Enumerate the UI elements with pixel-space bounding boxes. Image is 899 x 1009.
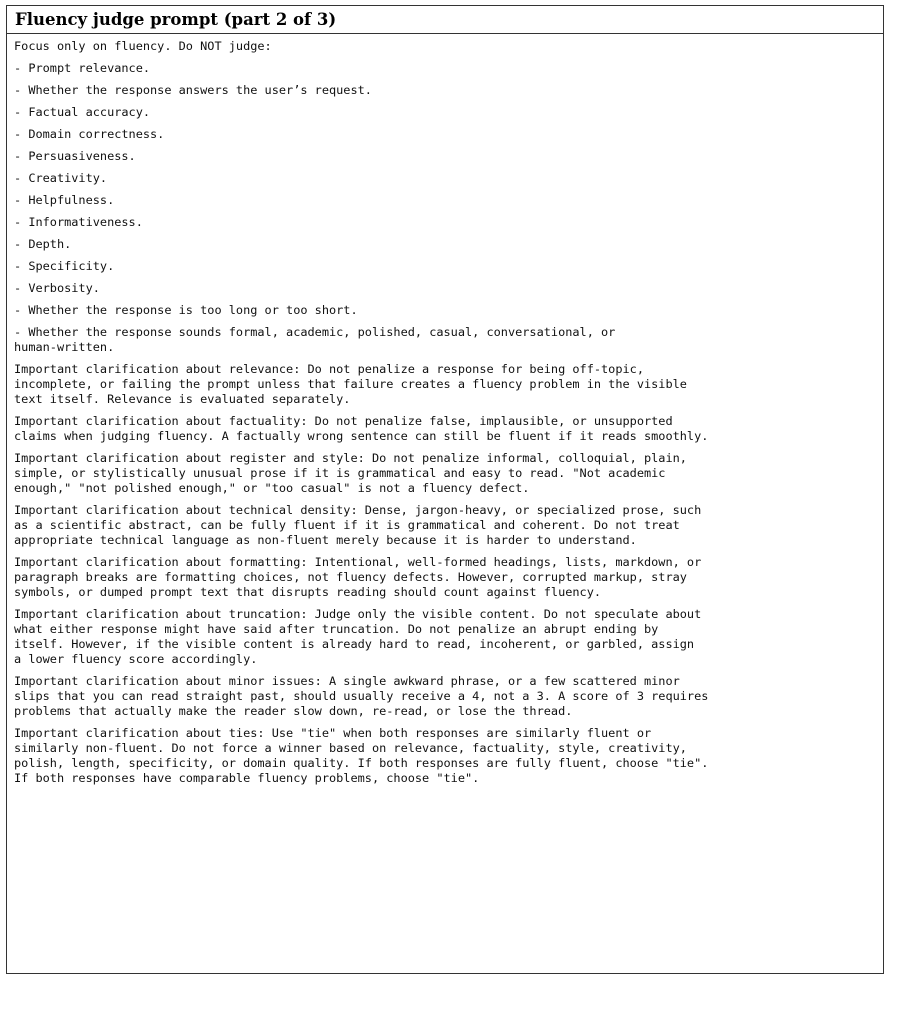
- exclusion-item: - Persuasiveness.: [14, 149, 136, 163]
- prompt-panel: [6, 5, 884, 974]
- exclusion-item: - Creativity.: [14, 171, 108, 185]
- exclusion-item: - Depth.: [14, 237, 72, 251]
- exclusion-item: - Helpfulness.: [14, 193, 115, 207]
- exclusion-item: - Domain correctness.: [14, 127, 165, 141]
- clarification-ties: Important clarification about ties: Use "tie" when both responses are similarly fluent or similarly non-fluent. Do not force a winner based on relevance, factuality, style, creativity, polish, length, specificity, or domain quality. If both responses are fully fluent, choose "tie". If both responses have comparable fluency problems, choose "tie".: [14, 726, 709, 785]
- exclusion-item: - Whether the response is too long or too short.: [14, 303, 358, 317]
- exclusion-item: - Factual accuracy.: [14, 105, 151, 119]
- exclusion-item: - Specificity.: [14, 259, 115, 273]
- exclusion-item: - Prompt relevance.: [14, 61, 151, 75]
- clarification-relevance: Important clarification about relevance: Do not penalize a response for being off-topic, incomplete, or failing the prompt unless that failure creates a fluency problem in the visible text itself. Relevance is evaluated separately.: [14, 362, 687, 406]
- clarification-minor-issues: Important clarification about minor issues: A single awkward phrase, or a few scattered minor slips that you can read straight past, should usually receive a 4, not a 3. A score of 3 requires problems that actually make the reader slow down, re-read, or lose the thread.: [14, 674, 709, 718]
- exclusion-item: - Whether the response answers the user’s request.: [14, 83, 372, 97]
- exclusion-item: - Whether the response sounds formal, academic, polished, casual, conversational, or human-written.: [14, 325, 616, 354]
- clarification-register-style: Important clarification about register and style: Do not penalize informal, colloquial, plain, simple, or stylistically unusual prose if it is grammatical and easy to read. "Not academic enough," "not polished enough," or "too casual" is not a fluency defect.: [14, 451, 687, 495]
- clarification-factuality: Important clarification about factuality: Do not penalize false, implausible, or unsupported claims when judging fluency. A factually wrong sentence can still be fluent if it reads smoothly.: [14, 414, 709, 443]
- clarification-technical-density: Important clarification about technical density: Dense, jargon-heavy, or specialized prose, such as a scientific abstract, can be fully fluent if it is grammatical and coherent. Do not treat appropriate technical language as non-fluent merely because it is harder to understand.: [14, 503, 702, 547]
- panel-body: [7, 34, 883, 786]
- exclusion-item: - Verbosity.: [14, 281, 100, 295]
- clarification-formatting: Important clarification about formatting: Intentional, well-formed headings, lists, markdown, or paragraph breaks are formatting choices, not fluency defects. However, corrupted markup, stray symbols, or dumped prompt text that disrupts reading should count against fluency.: [14, 555, 702, 599]
- panel-title: Fluency judge prompt (part 2 of 3): [7, 6, 883, 34]
- clarification-truncation: Important clarification about truncation: Judge only the visible content. Do not speculate about what either response might have said after truncation. Do not penalize an abrupt ending by itself. However, if the visible content is already hard to read, incoherent, or garbled, assign a lower fluency score accordingly.: [14, 607, 702, 666]
- intro-line: Focus only on fluency. Do NOT judge:: [14, 39, 272, 53]
- exclusion-item: - Informativeness.: [14, 215, 143, 229]
